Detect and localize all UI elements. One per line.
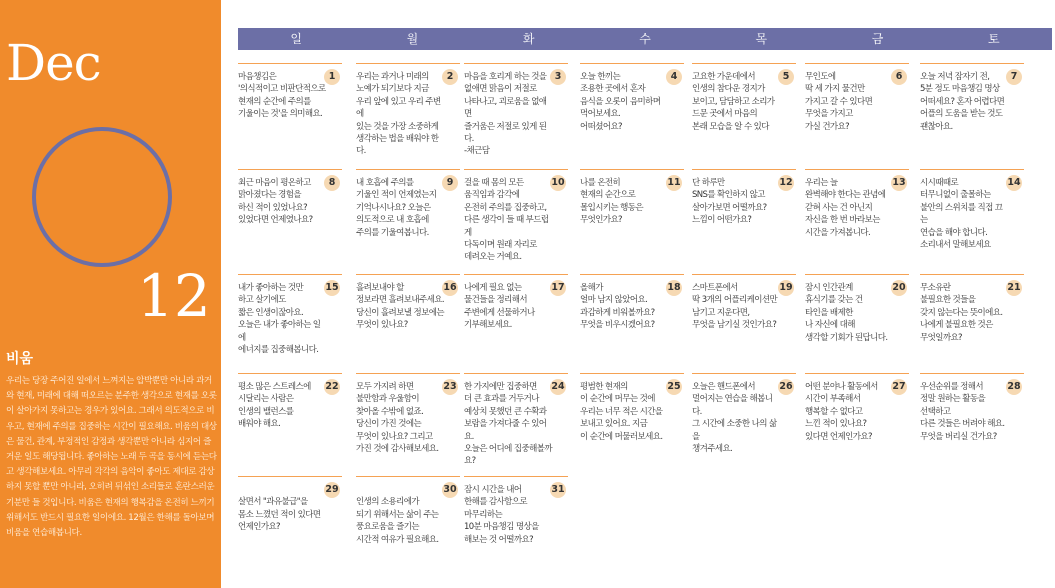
- day-prompt: 모두 가지려 하면 불만함과 우울함이 찾아올 수밖에 없죠. 당신이 가진 것에는 무엇이 있나요? 그리고 가진 것에 감사해보세요.: [356, 382, 439, 455]
- day-cell-1: [238, 63, 342, 167]
- day-number: 26: [778, 379, 794, 395]
- day-number: 16: [442, 280, 458, 296]
- day-number: 1: [324, 69, 340, 85]
- day-prompt: 고요한 가운데에서 인생의 참다운 경지가 보이고, 담담하고 소리가 드문 곳에서 마음의 본래 모습을 알 수 있다: [692, 72, 775, 132]
- day-cell-21: [920, 274, 1024, 378]
- day-cell-11: [580, 169, 684, 273]
- day-cell-31: [464, 476, 568, 580]
- day-number: 30: [442, 482, 458, 498]
- day-cell-10: [464, 169, 568, 273]
- day-prompt: 살면서 "과유불급"을 몸소 느꼈던 적이 있다면 언제인가요?: [238, 497, 321, 533]
- day-number: 20: [891, 280, 907, 296]
- day-prompt: 한 가지에만 집중하면 더 큰 효과를 거두거나 예상치 못했던 큰 수확과 보람을 가져다줄 수 있어요. 오늘은 어디에 집중해볼까요?: [464, 382, 552, 467]
- day-cell-14: [920, 169, 1024, 273]
- day-number: 5: [778, 69, 794, 85]
- day-cell-26: [692, 373, 796, 477]
- day-prompt: 걸을 때 몸의 모든 움직임과 감각에 온전히 주의를 집중하고, 다른 생각이 들 때 부드럽게 다독이며 원래 자리로 데려오는 거예요.: [464, 178, 549, 263]
- day-number: 13: [891, 175, 907, 191]
- day-prompt: 최근 마음이 평온하고 맑아졌다는 경험을 하신 적이 있었나요? 있었다면 언제였나요?: [238, 178, 313, 226]
- week-4: [238, 373, 1052, 477]
- day-prompt: 오늘 한끼는 조용한 곳에서 혼자 음식을 오롯이 음미하며 먹어보세요. 어떠셨어요?: [580, 72, 661, 132]
- day-number: 11: [666, 175, 682, 191]
- weekday-header: [238, 28, 1052, 50]
- day-prompt: 무인도에 딱 세 가지 물건만 가지고 갈 수 있다면 무엇을 가지고 가실 건가요?: [805, 72, 873, 132]
- day-cell-5: [692, 63, 796, 167]
- weekday-sun: 일: [290, 32, 302, 46]
- weekday-fri: 금: [871, 32, 884, 46]
- day-number: 15: [324, 280, 340, 296]
- day-cell-25: [580, 373, 684, 477]
- day-prompt: 평소 많은 스트레스에 시달리는 사람은 인생의 밸런스를 배워야 해요.: [238, 382, 311, 430]
- day-number: 3: [550, 69, 566, 85]
- day-prompt: 우선순위를 정해서 정말 원하는 활동을 선택하고 다른 것들은 버려야 해요. 무엇을 버리실 건가요?: [920, 382, 1005, 442]
- day-prompt: 마음을 호리게 하는 것을 없애면 맑음이 저절로 나타나고, 괴로움을 없애면 즐거움은 저절로 있게 된다. -채근담: [464, 72, 547, 157]
- day-prompt: 우리는 늘 완벽해야 한다는 관념에 갇혀 사는 건 아닌지 자신을 한 번 바라보는 시간을 가져봅니다.: [805, 178, 886, 238]
- day-prompt: 잠시 시간을 내어 한해를 감사함으로 마무리하는 10분 마음챙김 명상을 해보는 것 어떨까요?: [464, 485, 539, 545]
- day-number: 29: [324, 482, 340, 498]
- day-prompt: 단 하루만 SNS를 확인하지 않고 살아가보면 어떨까요? 느낌이 어떤가요?: [692, 178, 767, 226]
- day-prompt: 무소유란 불필요한 것들을 갖지 않는다는 뜻이에요. 나에게 불필요한 것은 무엇일까요?: [920, 283, 1003, 343]
- day-number: 10: [550, 175, 566, 191]
- day-number: 23: [442, 379, 458, 395]
- day-cell-17: [464, 274, 568, 378]
- day-number: 27: [891, 379, 907, 395]
- day-cell-28: [920, 373, 1024, 477]
- day-prompt: 나에게 필요 없는 물건들을 정리해서 주변에게 선물하거나 기부해보세요.: [464, 283, 535, 331]
- day-number: 12: [778, 175, 794, 191]
- theme-title: 비움: [6, 351, 34, 367]
- day-number: 14: [1006, 175, 1022, 191]
- day-prompt: 인생의 소용리에가 되기 위해서는 삶이 주는 풍요로움을 즐기는 시간적 여유가 필요해요.: [356, 497, 439, 545]
- day-cell-27: [805, 373, 909, 477]
- circle-graphic: [32, 127, 172, 267]
- day-cell-20: [805, 274, 909, 378]
- weekday-tue: 화: [522, 32, 535, 46]
- week-1: [238, 63, 1052, 167]
- day-cell-4: [580, 63, 684, 167]
- weekday-sat: 토: [988, 32, 1000, 46]
- day-prompt: 내 호흡에 주의를 기울인 적이 언제였는지 기억나시나요? 오늘은 의도적으로 내 호흡에 주의를 기울여봅니다.: [356, 178, 437, 238]
- weekday-thu: 목: [755, 32, 768, 46]
- day-prompt: 오늘은 핸드폰에서 멀어지는 연습을 해봅니다. 그 시간에 소중한 나의 삶을 챙겨주세요.: [692, 382, 777, 455]
- day-number: 28: [1006, 379, 1022, 395]
- day-prompt: 나를 온전히 현재의 순간으로 몰입시키는 행동은 무엇인가요?: [580, 178, 643, 226]
- theme-description: 우리는 당장 주어진 일에서 느껴지는 압박뿐만 아니라 과거와 현재, 미래에 대해 떠오르는 분주한 생각으로 현재를 오롯이 살아가지 못하고는 경우가 있어요. 그래서 의도적으로 비우고, 현재에 주의를 집중하는 시간이 필요해요. 비움의 대상은 물건, 관계, 부정적인 감정과 생각뿐만 아니라 심지어 즐거운 일도 해당됩니다. 좋아하는 노래 두 곡을 동시에 듣는다고 생각해보세요. 아무리 각각의 음악이 좋아도 제대로 감상하지 못할 뿐만 아니라, 오히려 뒤섞인 소리들로 혼란스러운 기분만 들 것입니다. 비움은 현재의 행복감을 온전히 느끼기 위해서도 반드시 필요한 일이에요. 12월은 한해를 돌아보며 비움을 연습해봅니다.: [6, 376, 217, 539]
- day-number: 8: [324, 175, 340, 191]
- day-prompt: 올해가 얼마 남지 않았어요. 과감하게 비워볼까요? 무엇을 비우시겠어요?: [580, 283, 655, 331]
- day-cell-8: [238, 169, 342, 273]
- day-cell-7: [920, 63, 1024, 167]
- day-prompt: 마음챙김은 '의식적이고 비판단적으로 현재의 순간에 주의를 기울이는 것'을 의미해요.: [238, 72, 326, 120]
- day-prompt: 스마트폰에서 딱 3개의 어플리케이션만 남기고 지운다면, 무엇을 남기실 것인가요?: [692, 283, 778, 331]
- day-number: 7: [1006, 69, 1022, 85]
- day-number: 18: [666, 280, 682, 296]
- day-number: 9: [442, 175, 458, 191]
- day-number: 6: [891, 69, 907, 85]
- day-number: 31: [550, 482, 566, 498]
- week-5: [238, 476, 1052, 580]
- day-cell-22: [238, 373, 342, 477]
- day-prompt: 내가 좋아하는 것만 하고 살기에도 짧은 인생이잖아요. 오늘은 내가 좋아하는 일에 에너지를 집중해봅니다.: [238, 283, 321, 356]
- day-number: 19: [778, 280, 794, 296]
- day-cell-9: [356, 169, 460, 273]
- day-number: 2: [442, 69, 458, 85]
- day-cell-6: [805, 63, 909, 167]
- day-cell-30: [356, 476, 460, 580]
- day-cell-3: [464, 63, 568, 167]
- day-cell-18: [580, 274, 684, 378]
- day-number: 22: [324, 379, 340, 395]
- day-prompt: 오늘 저녁 잠자기 전, 5분 정도 마음챙김 명상 어떠세요? 혼자 어렵다면 어플의 도움을 받는 것도 괜찮아요.: [920, 72, 1005, 132]
- week-3: [238, 274, 1052, 378]
- day-cell-29: [238, 476, 342, 580]
- day-prompt: 흘려보내야 할 정보라면 흘려보내주세요. 당신이 흘려보낼 정보에는 무엇이 있나요?: [356, 283, 444, 331]
- weekday-wed: 수: [639, 32, 651, 46]
- day-cell-2: [356, 63, 460, 167]
- day-number: 17: [550, 280, 566, 296]
- day-cell-24: [464, 373, 568, 477]
- day-cell-19: [692, 274, 796, 378]
- weekday-mon: 월: [406, 32, 419, 46]
- day-cell-16: [356, 274, 460, 378]
- day-prompt: 평범한 현재의 이 순간에 머무는 것에 우리는 너무 적은 시간을 보내고 있어요. 지금 이 순간에 머물러보세요.: [580, 382, 663, 442]
- day-cell-12: [692, 169, 796, 273]
- day-number: 4: [666, 69, 682, 85]
- day-prompt: 어떤 분야나 활동에서 시간이 부족해서 행복할 수 없다고 느낀 적이 있나요? 있다면 언제인가요?: [805, 382, 878, 442]
- day-prompt: 잠시 인간관계 휴식기를 갖는 건 타인을 배제한 나 자신에 대해 생각할 기회가 된답니다.: [805, 283, 888, 343]
- month-label: Dec: [6, 34, 101, 92]
- day-number: 25: [666, 379, 682, 395]
- day-cell-15: [238, 274, 342, 378]
- sidebar: [0, 0, 221, 588]
- day-prompt: 우리는 과거나 미래의 노예가 되기보다 지금 우리 앞에 있고 우리 주변에 있는 것을 가장 소중하게 생각하는 법을 배워야 한다.: [356, 72, 441, 157]
- week-2: [238, 169, 1052, 273]
- day-cell-23: [356, 373, 460, 477]
- day-prompt: 시시때때로 터무니없이 출몰하는 불안의 스위치를 직접 끄는 연습을 해야 합니다. 소리내서 말해보세요: [920, 178, 1003, 251]
- day-number: 24: [550, 379, 566, 395]
- month-number: 12: [137, 262, 211, 330]
- day-number: 21: [1006, 280, 1022, 296]
- day-cell-13: [805, 169, 909, 273]
